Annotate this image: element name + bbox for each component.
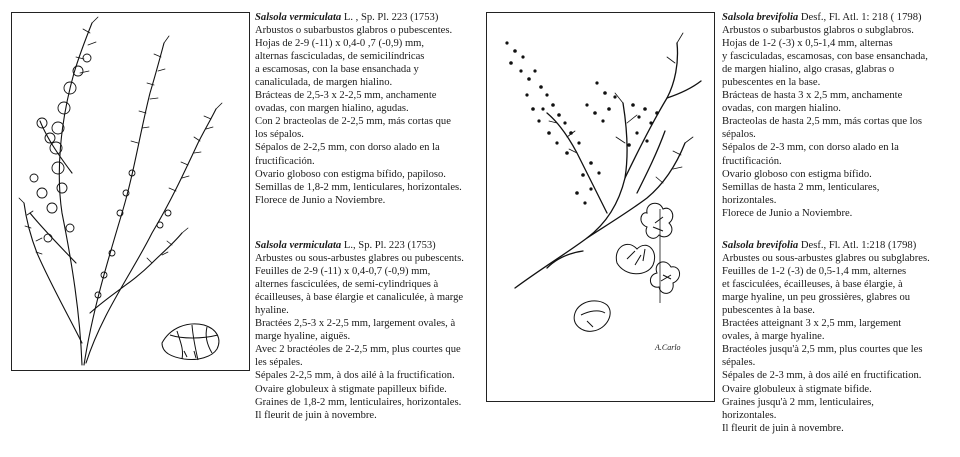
description-line: Feuilles de 1-2 (-3) de 0,5-1,4 mm, alternes <box>722 266 907 278</box>
description-line: fructificación. <box>722 155 782 167</box>
description-line: Arbustos o subarbustos glabros o pubescentes. <box>255 25 453 37</box>
description-line: Ovaire globuleux à stigmate papilleux bifide. <box>255 383 447 395</box>
vermiculata-flower-detail <box>162 324 219 360</box>
description-line: Sépales de 2-3 mm, à dos ailé en fructification. <box>722 370 922 382</box>
description-line: Arbustos o subarbustos glabros o subglabros. <box>722 25 914 37</box>
description-line: Semillas de 1,8-2 mm, lenticulares, horizontales. <box>255 181 462 193</box>
description-line: Bracteolas de hasta 2,5 mm, más cortas que los <box>722 116 923 128</box>
description-line: Bractées atteignant 3 x 2,5 mm, largement <box>722 318 902 330</box>
brevifolia-flower-clusters <box>505 41 658 204</box>
description-line: y fasciculadas, escamosas, con base ensanchada, <box>722 51 928 63</box>
description-line: Sépales 2-2,5 mm, à dos ailé à la fructification. <box>255 370 455 382</box>
description-line: et fasciculées, écailleuses, à base élargie, à <box>722 279 903 291</box>
description-line: marge hyaline, un peu grossières, glabres ou <box>722 292 911 304</box>
description-line: canaliculada, de margen hialino. <box>255 77 393 89</box>
brevifolia-spanish-description <box>722 11 957 220</box>
description-line: Avec 2 bractéoles de 2-2,5 mm, plus courtes que <box>255 344 461 356</box>
brevifolia-fruit-detail <box>616 203 679 303</box>
citation: Desf., Fl. Atl. 1:218 (1798) <box>798 240 917 251</box>
description-line: Sépalos de 2-3 mm, con dorso alado en la <box>722 142 899 154</box>
description-line: Brácteas de 2,5-3 x 2-2,5 mm, anchamente <box>255 90 437 102</box>
description-line: Arbustes ou sous-arbustes glabres ou subglabres. <box>722 253 930 265</box>
description-line: marge hyaline, aiguës. <box>255 331 351 343</box>
description-line: Florece de Junio a Noviembre. <box>722 207 853 219</box>
description-line: Graines de 1,8-2 mm, lenticulaires, horizontales. <box>255 396 462 408</box>
vermiculata-spanish-description <box>255 11 480 207</box>
vermiculata-illustration <box>12 13 249 370</box>
description-line: ovadas, con margen hialino, agudas. <box>255 103 409 115</box>
description-line: Arbustes ou sous-arbustes glabres ou pubescents. <box>255 253 464 265</box>
description-line: Brácteas de hasta 3 x 2,5 mm, anchamente <box>722 90 903 102</box>
description-line: Bractées 2,5-3 x 2-2,5 mm, largement ovales, à <box>255 318 456 330</box>
citation: L., Sp. Pl. 223 (1753) <box>341 240 436 251</box>
description-line: les sépales. <box>255 357 303 369</box>
brevifolia-french-description <box>722 239 957 435</box>
description-line: Florece de Junio a Noviembre. <box>255 194 386 206</box>
description-line: Ovario globoso con estigma bífido, papiloso. <box>255 168 446 180</box>
description-line: fructificación. <box>255 155 315 167</box>
brevifolia-seed-detail <box>574 301 610 331</box>
artist-signature: A.Carlo <box>655 343 681 352</box>
description-line: Semillas de hasta 2 mm, lenticulares, <box>722 181 880 193</box>
description-line: a escamosas, con la base ensanchada y <box>255 64 419 76</box>
description-line: Graines jusqu'à 2 mm, lenticulaires, <box>722 396 874 408</box>
description-line: Il fleurit de juin à novembre. <box>255 409 377 421</box>
species-name: Salsola vermiculata <box>255 12 342 23</box>
description-line: alternas fasciculadas, de semicilíndricas <box>255 51 425 63</box>
description-line: Hojas de 2-9 (-11) x 0,4-0 ,7 (-0,9) mm, <box>255 38 425 50</box>
description-line: Ovaire globuleux à stigmate bifide. <box>722 383 872 395</box>
description-line: horizontales. <box>722 409 777 421</box>
description-line: alternes fasciculées, de semi-cylindriques à <box>255 279 439 291</box>
description-line: Con 2 bracteolas de 2-2,5 mm, más cortas que <box>255 116 451 128</box>
description-line: pubescentes en la base. <box>722 77 821 89</box>
description-line: pubescentes à la base. <box>722 305 815 317</box>
vermiculata-illustration-frame <box>11 12 250 371</box>
description-line: de margen hialino, algo crasas, glabras o <box>722 64 895 76</box>
description-line: horizontales. <box>722 194 777 206</box>
description-line: ovales, à marge hyaline. <box>722 331 825 343</box>
brevifolia-illustration-frame <box>486 12 715 402</box>
description-line: Il fleurit de juin à novembre. <box>722 422 844 434</box>
description-line: Bractéoles jusqu'à 2,5 mm, plus courtes que les <box>722 344 923 356</box>
vermiculata-french-description <box>255 239 480 422</box>
description-line: sépales. <box>722 357 756 369</box>
description-line: Ovario globoso con estigma bífido. <box>722 168 872 180</box>
citation: L. , Sp. Pl. 223 (1753) <box>341 12 439 23</box>
description-line: ovadas, con margen hialino. <box>722 103 841 115</box>
citation: Desf., Fl. Atl. 1: 218 ( 1798) <box>798 12 922 23</box>
description-line: sépalos. <box>722 129 756 141</box>
species-name: Salsola brevifolia <box>722 240 799 251</box>
description-line: Feuilles de 2-9 (-11) x 0,4-0,7 (-0,9) mm, <box>255 266 431 278</box>
species-name: Salsola vermiculata <box>255 240 342 251</box>
description-line: hyaline. <box>255 305 289 317</box>
description-line: los sépalos. <box>255 129 304 141</box>
description-line: Hojas de 1-2 (-3) x 0,5-1,4 mm, alternas <box>722 38 893 50</box>
description-line: écailleuses, à base élargie et canaliculée, à marge <box>255 292 464 304</box>
description-line: Sépalos de 2-2,5 mm, con dorso alado en la <box>255 142 440 154</box>
species-name: Salsola brevifolia <box>722 12 799 23</box>
